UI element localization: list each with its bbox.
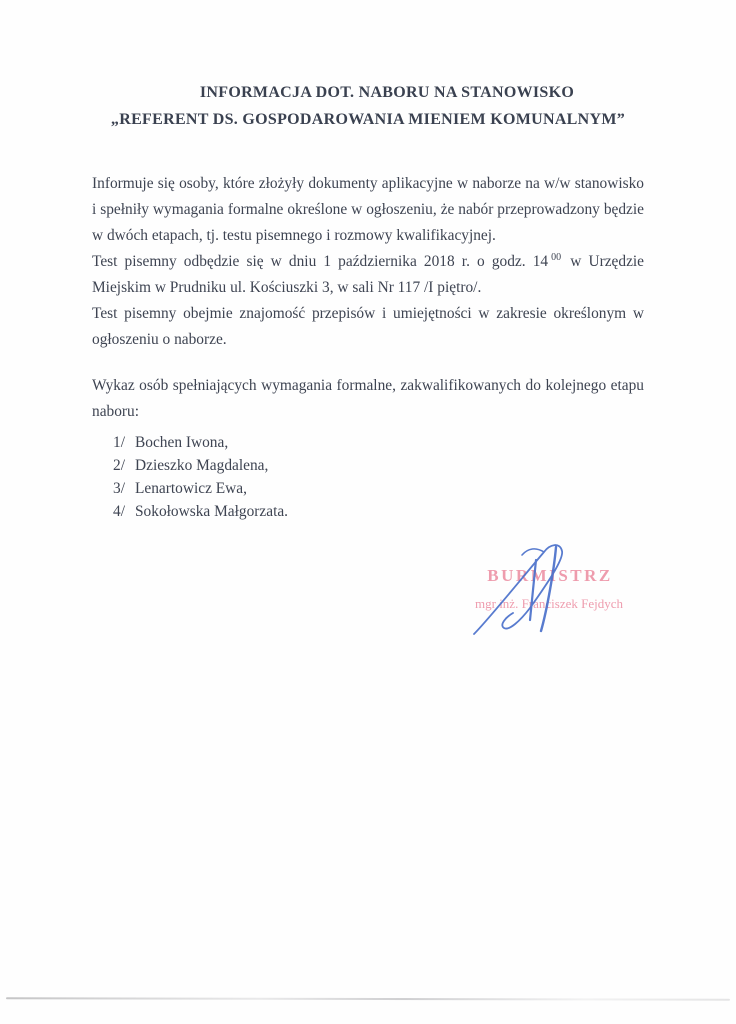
list-item	[113, 431, 644, 454]
mayor-stamp-title: BURMISTRZ	[487, 566, 613, 585]
list-item	[113, 500, 644, 523]
list-item-marker: 1/	[113, 434, 125, 451]
test-date-location: w Urzędzie Miejskim w Prudniku ul. Kościuszki 3, w sali Nr 117 /I piętro/.	[92, 253, 645, 296]
paragraph-intro: Informuje się osoby, które złożyły dokumenty aplikacyjne w naborze na w/w stanowisko i spełniły wymagania formalne określone w ogłoszeniu, że nabór przeprowadzony będzie w dwóch etapach, tj. testu pisemnego i rozmowy kwalifikacyjnej.	[92, 175, 644, 244]
document-title	[92, 79, 644, 133]
paragraph-test-date	[92, 249, 644, 301]
document-body	[92, 171, 644, 523]
handwritten-signature-icon	[468, 538, 583, 640]
title-line-2: „REFERENT DS. GOSPODAROWANIA MIENIEM KOMUNALNYM”	[110, 111, 626, 128]
title-line-1: INFORMACJA DOT. NABORU NA STANOWISKO	[199, 84, 575, 101]
test-date-text: Test pisemny odbędzie się w dniu 1 października 2018 r. o godz. 14	[92, 253, 549, 270]
list-item-marker: 4/	[113, 503, 125, 520]
paragraph-list-intro: Wykaz osób spełniających wymagania formalne, zakwalifikowanych do kolejnego etapu naboru:	[92, 377, 644, 420]
list-item	[113, 454, 644, 477]
list-item	[113, 477, 644, 500]
time-superscript: 00	[551, 252, 562, 263]
candidate-name: Lenartowicz Ewa,	[135, 480, 247, 497]
list-item-marker: 3/	[113, 480, 125, 497]
paragraph-test-scope: Test pisemny obejmie znajomość przepisów i umiejętności w zakresie określonym w ogłoszeniu o naborze.	[92, 305, 644, 348]
candidate-name: Dzieszko Magdalena,	[135, 457, 269, 474]
candidate-name: Bochen Iwona,	[135, 434, 229, 451]
mayor-stamp-name: mgr inż. Franciszek Fejdych	[475, 596, 624, 611]
scan-edge-artifact	[6, 997, 730, 1001]
candidate-name: Sokołowska Małgorzata.	[135, 503, 289, 520]
list-item-marker: 2/	[113, 457, 125, 474]
candidate-list	[92, 431, 644, 523]
